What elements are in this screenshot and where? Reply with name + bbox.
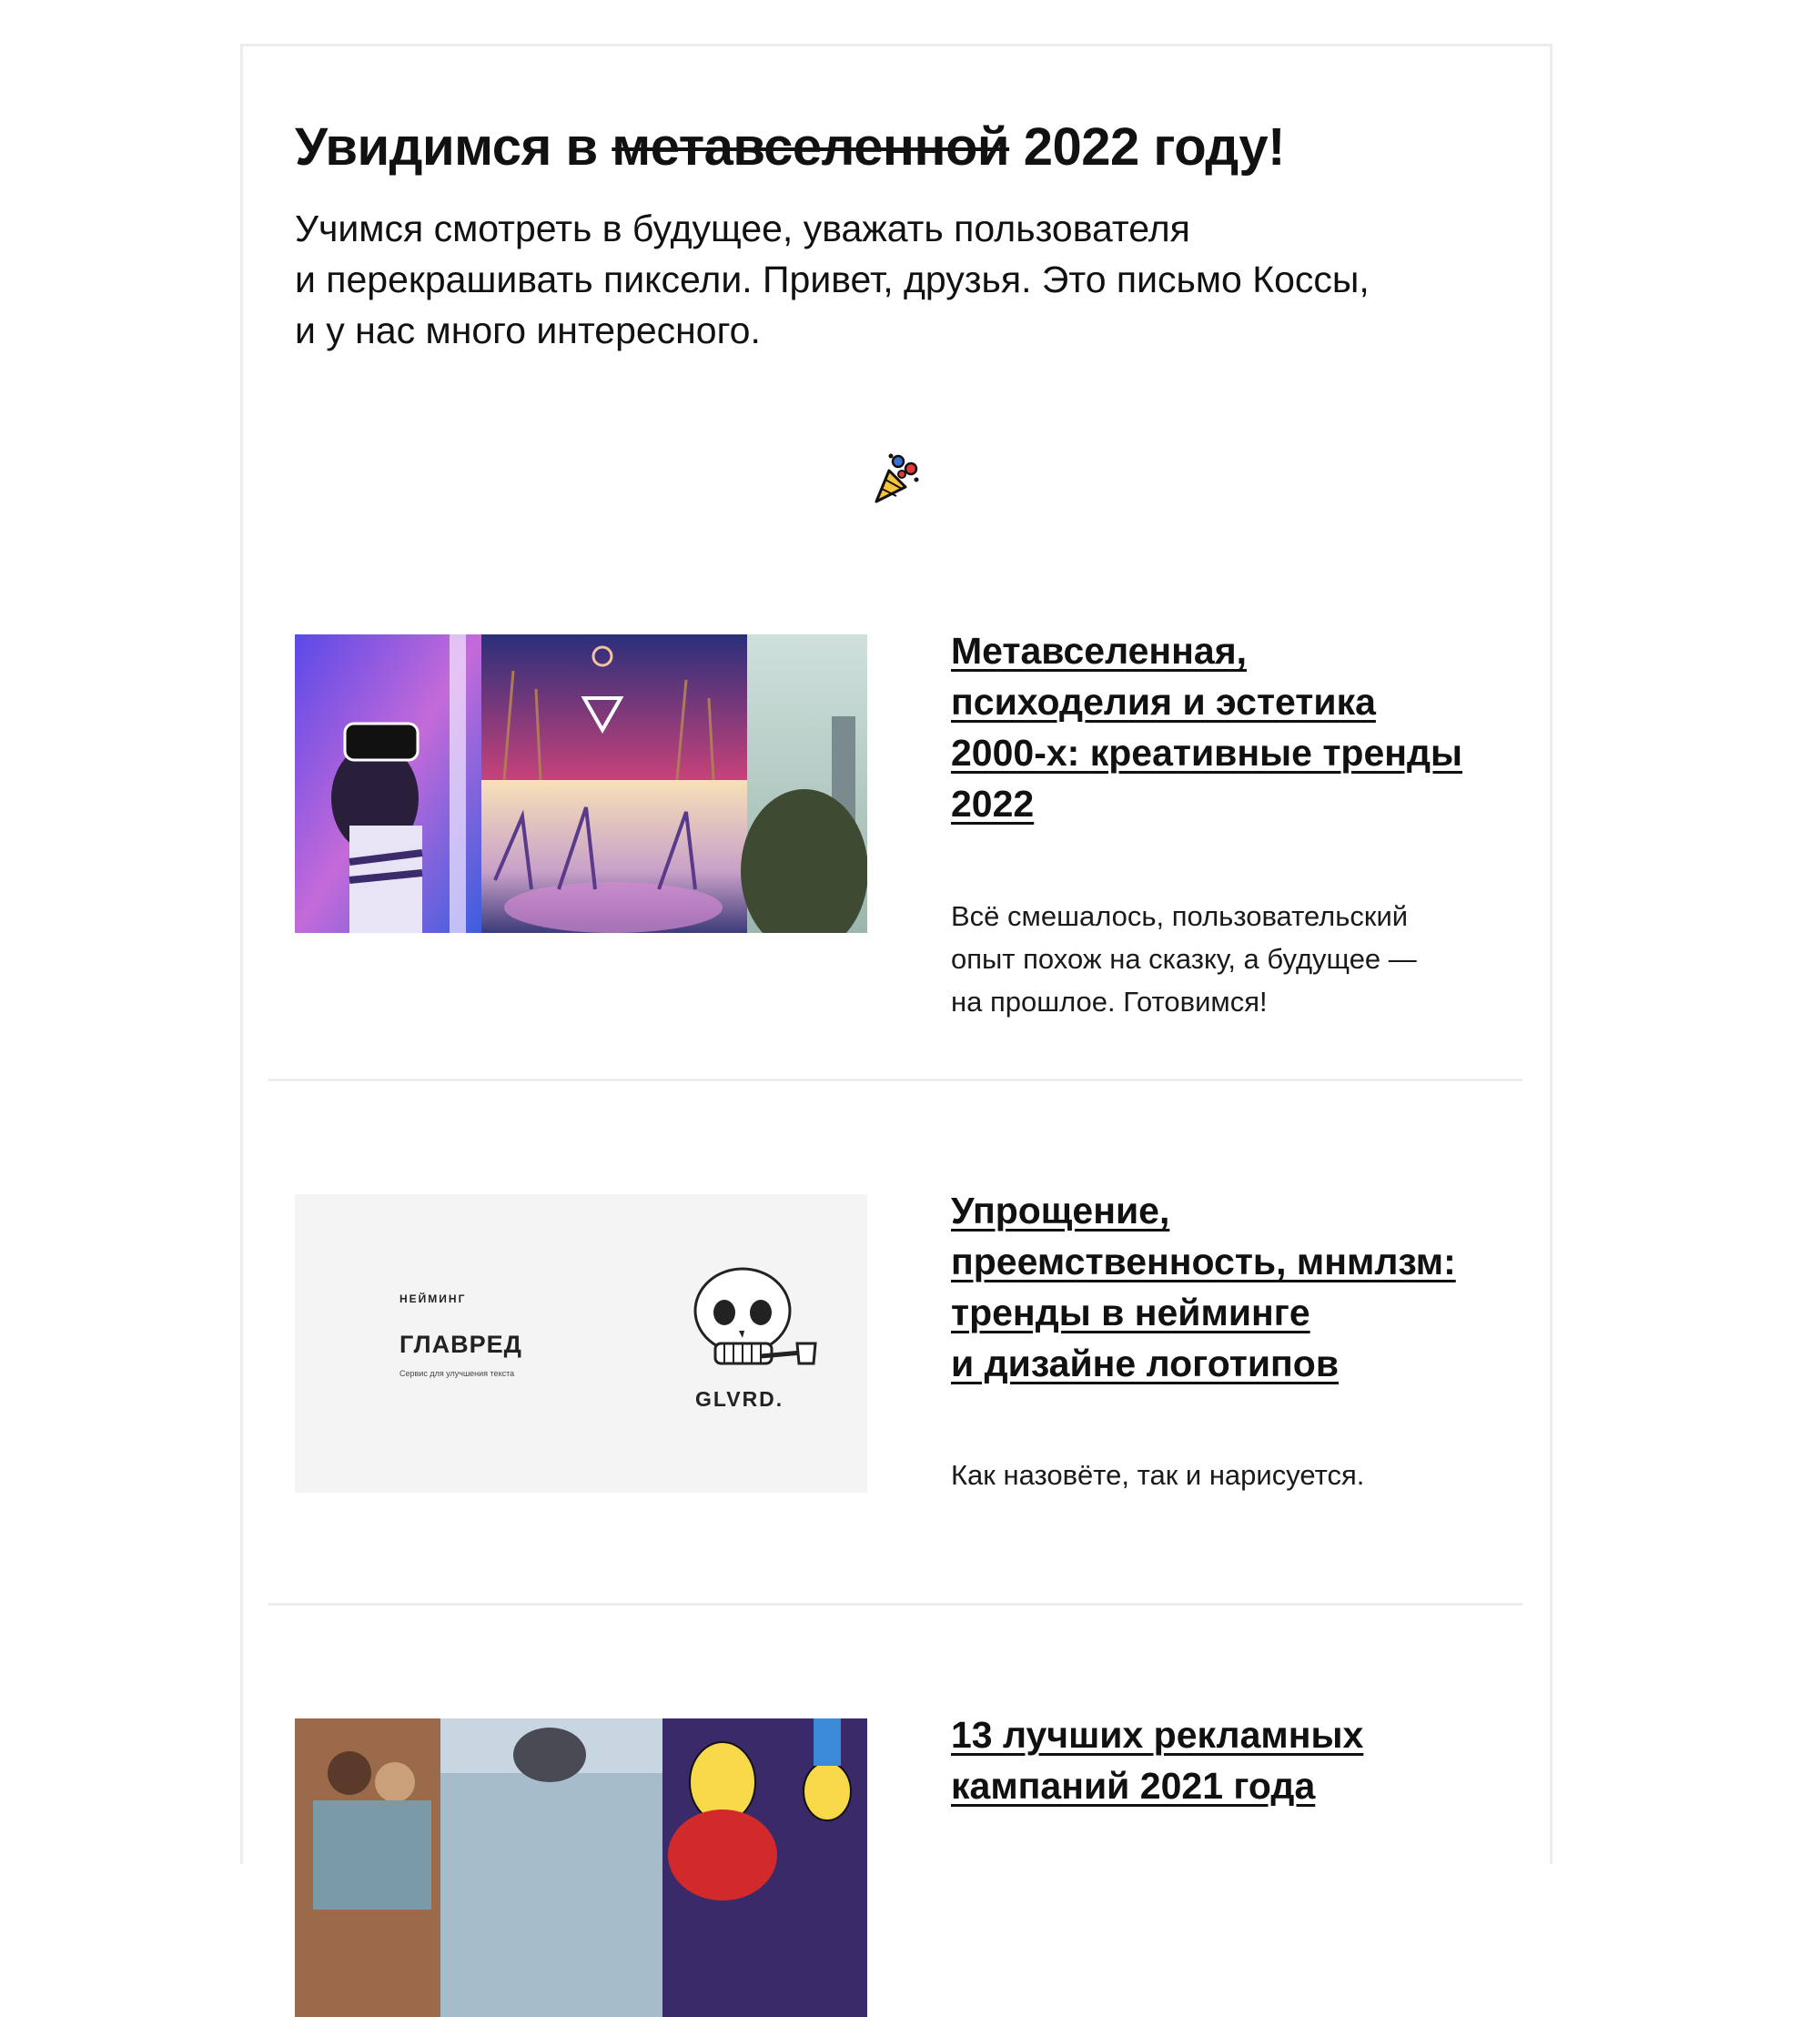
article-1-desc-line-2: опыт похож на сказку, а будущее — — [951, 943, 1417, 975]
article-1-title-link[interactable] — [951, 625, 1515, 829]
article-2-image[interactable] — [295, 1194, 867, 1493]
article-2-title-line-1: Упрощение, — [951, 1190, 1170, 1231]
intro-line-2: и перекрашивать пиксели. Привет, друзья. Это письмо Коссы, — [295, 258, 1370, 300]
article-2-description — [951, 1454, 1479, 1496]
article-1-desc-line-1: Всё смешалось, пользовательский — [951, 900, 1409, 932]
glavred-banner — [295, 1194, 867, 1493]
email-card — [240, 44, 1552, 1864]
section-divider — [268, 1603, 1522, 1606]
article-1-title-line-3: 2000-х: креативные тренды — [951, 732, 1463, 774]
intro-line-1: Учимся смотреть в будущее, уважать пользователя — [295, 208, 1190, 249]
naming-caption: НЕЙМИНГ — [399, 1292, 467, 1305]
article-1-description — [951, 895, 1479, 1023]
headline-suffix: 2022 году! — [1023, 117, 1285, 177]
article-3-title-line-1: 13 лучших рекламных — [951, 1714, 1364, 1756]
party-popper-icon — [871, 451, 924, 505]
article-2-desc-line-1: Как назовёте, так и нарисуется. — [951, 1459, 1365, 1491]
article-1-title-line-4: 2022 — [951, 783, 1035, 825]
ad-campaigns-collage — [295, 1718, 867, 2017]
section-divider — [268, 1079, 1522, 1081]
glvrd-logo-text: GLVRD. — [695, 1387, 784, 1411]
headline-struck-word: метавселенной — [612, 117, 1010, 177]
intro-line-3: и у нас много интересного. — [295, 309, 761, 351]
article-2-title-link[interactable] — [951, 1185, 1515, 1389]
intro-text — [295, 203, 1478, 356]
email-headline — [295, 116, 1285, 179]
glavred-tagline: Сервис для улучшения текста — [399, 1369, 515, 1378]
article-3-title-line-2: кампаний 2021 года — [951, 1765, 1316, 1807]
glavred-brand: ГЛАВРЕД — [399, 1331, 522, 1358]
article-1-title-line-1: Метавселенная, — [951, 630, 1248, 672]
headline-prefix: Увидимся в — [295, 117, 598, 177]
article-2-title-line-3: тренды в нейминге — [951, 1292, 1310, 1333]
article-1-desc-line-3: на прошлое. Готовимся! — [951, 986, 1268, 1018]
article-3-image[interactable] — [295, 1718, 867, 2017]
metaverse-collage — [295, 634, 867, 933]
skull-with-pipe-icon — [688, 1265, 824, 1374]
article-1-title-line-2: психоделия и эстетика — [951, 681, 1376, 723]
article-2-title-line-4: и дизайне логотипов — [951, 1343, 1340, 1384]
article-1-image[interactable] — [295, 634, 867, 933]
article-2-title-line-2: преемственность, мнмлзм: — [951, 1241, 1456, 1282]
article-3-title-link[interactable] — [951, 1709, 1515, 1811]
